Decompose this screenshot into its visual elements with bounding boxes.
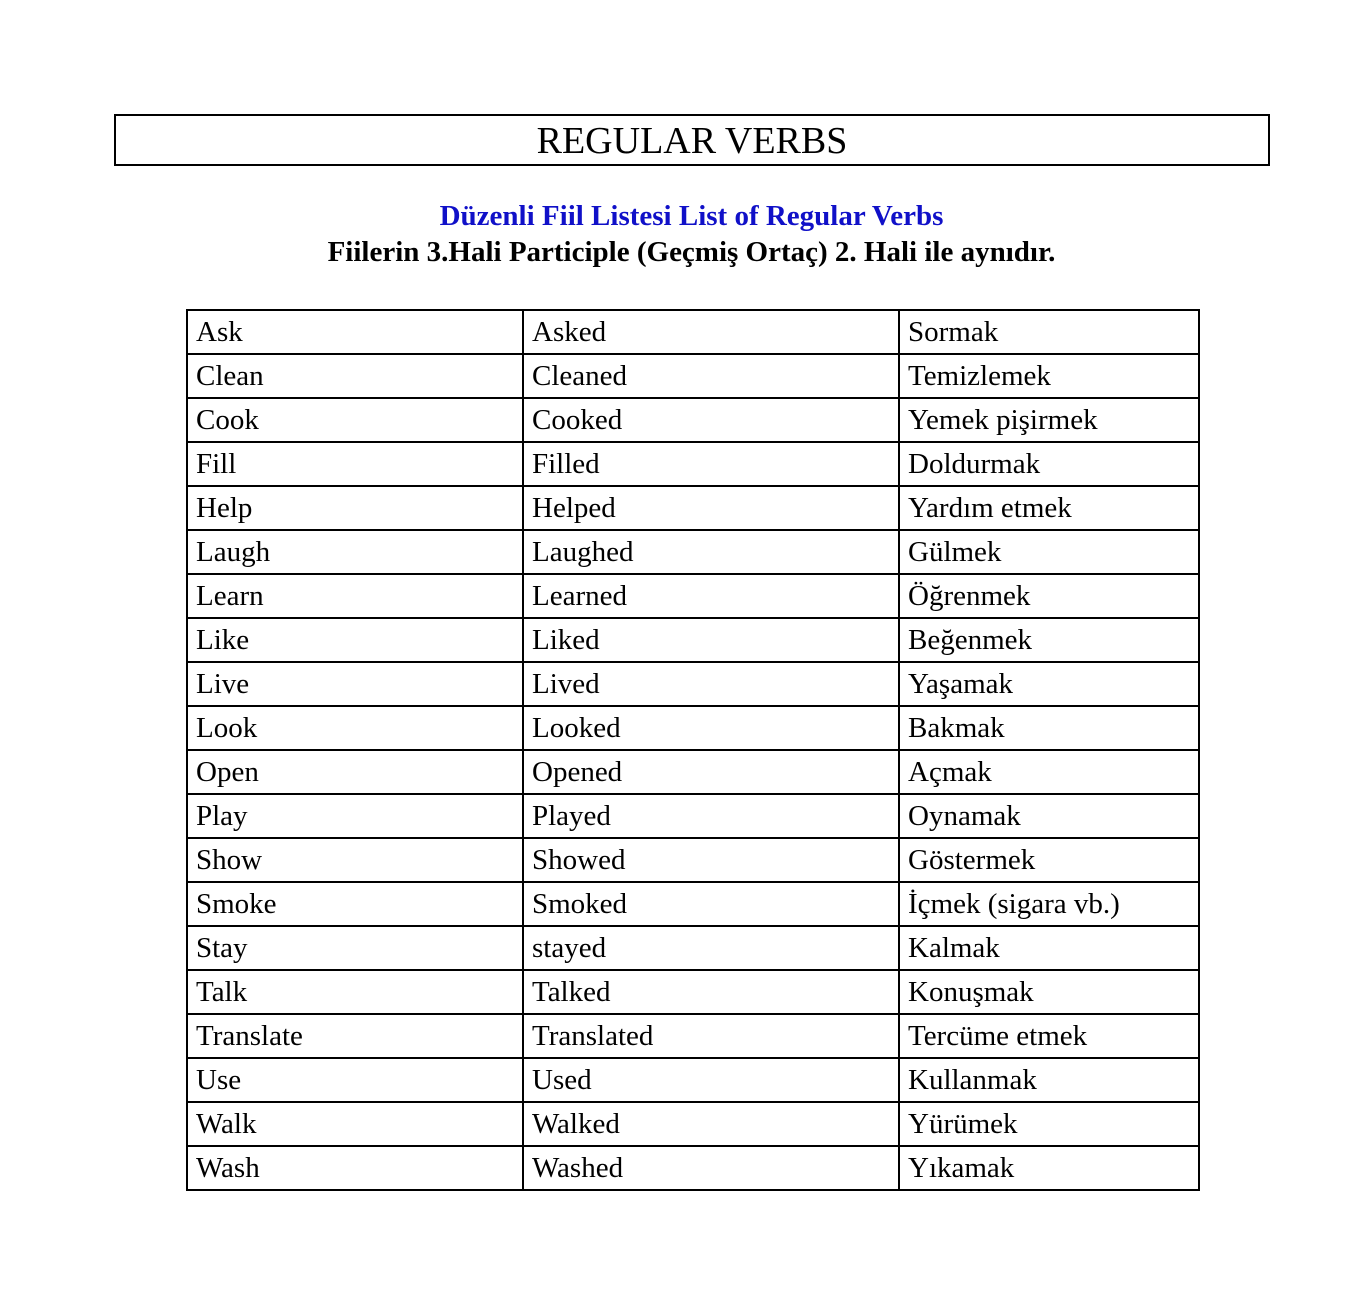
verb-row [187,1058,1199,1102]
verb-row [187,706,1199,750]
cell-base-form: Fill [187,442,523,486]
cell-base-form: Translate [187,1014,523,1058]
verb-row [187,1014,1199,1058]
verb-row [187,926,1199,970]
cell-past-form: Used [523,1058,899,1102]
cell-turkish-meaning: Tercüme etmek [899,1014,1199,1058]
verb-row [187,882,1199,926]
verb-row [187,354,1199,398]
verb-row [187,530,1199,574]
verb-row [187,486,1199,530]
cell-past-form: Opened [523,750,899,794]
verbs-table-body [187,310,1199,1190]
cell-base-form: Laugh [187,530,523,574]
cell-past-form: Liked [523,618,899,662]
cell-base-form: Show [187,838,523,882]
cell-turkish-meaning: Konuşmak [899,970,1199,1014]
cell-turkish-meaning: Bakmak [899,706,1199,750]
cell-turkish-meaning: Gülmek [899,530,1199,574]
verb-row [187,838,1199,882]
cell-turkish-meaning: Beğenmek [899,618,1199,662]
cell-turkish-meaning: Yaşamak [899,662,1199,706]
verb-row [187,970,1199,1014]
cell-base-form: Use [187,1058,523,1102]
cell-past-form: Cooked [523,398,899,442]
page-title: REGULAR VERBS [114,114,1270,166]
subtitle-participle-note: Fiilerin 3.Hali Participle (Geçmiş Ortaç) 2. Hali ile aynıdır. [327,236,1056,268]
cell-base-form: Open [187,750,523,794]
cell-turkish-meaning: Temizlemek [899,354,1199,398]
cell-past-form: Filled [523,442,899,486]
cell-past-form: Talked [523,970,899,1014]
cell-turkish-meaning: Doldurmak [899,442,1199,486]
cell-past-form: Played [523,794,899,838]
verb-row [187,574,1199,618]
verb-row [187,442,1199,486]
cell-base-form: Smoke [187,882,523,926]
cell-past-form: Washed [523,1146,899,1190]
cell-turkish-meaning: Yardım etmek [899,486,1199,530]
cell-past-form: Looked [523,706,899,750]
verb-row [187,618,1199,662]
cell-past-form: Helped [523,486,899,530]
cell-base-form: Learn [187,574,523,618]
cell-base-form: Look [187,706,523,750]
cell-turkish-meaning: Sormak [899,310,1199,354]
cell-past-form: Showed [523,838,899,882]
cell-turkish-meaning: Göstermek [899,838,1199,882]
verb-row [187,750,1199,794]
cell-past-form: Asked [523,310,899,354]
cell-base-form: Wash [187,1146,523,1190]
verb-row [187,662,1199,706]
cell-base-form: Play [187,794,523,838]
cell-base-form: Cook [187,398,523,442]
cell-turkish-meaning: Öğrenmek [899,574,1199,618]
cell-turkish-meaning: Yıkamak [899,1146,1199,1190]
cell-base-form: Talk [187,970,523,1014]
verbs-table [186,309,1200,1191]
cell-turkish-meaning: Yemek pişirmek [899,398,1199,442]
cell-base-form: Stay [187,926,523,970]
cell-turkish-meaning: Kalmak [899,926,1199,970]
cell-turkish-meaning: Açmak [899,750,1199,794]
cell-turkish-meaning: Yürümek [899,1102,1199,1146]
verb-row [187,398,1199,442]
cell-base-form: Live [187,662,523,706]
cell-base-form: Ask [187,310,523,354]
cell-past-form: stayed [523,926,899,970]
cell-past-form: Lived [523,662,899,706]
verb-row [187,1146,1199,1190]
cell-past-form: Walked [523,1102,899,1146]
verb-row [187,1102,1199,1146]
cell-base-form: Walk [187,1102,523,1146]
cell-past-form: Laughed [523,530,899,574]
cell-base-form: Clean [187,354,523,398]
cell-turkish-meaning: Oynamak [899,794,1199,838]
cell-turkish-meaning: İçmek (sigara vb.) [899,882,1199,926]
cell-past-form: Smoked [523,882,899,926]
cell-base-form: Help [187,486,523,530]
verb-row [187,310,1199,354]
cell-past-form: Learned [523,574,899,618]
cell-base-form: Like [187,618,523,662]
verb-row [187,794,1199,838]
cell-past-form: Cleaned [523,354,899,398]
cell-turkish-meaning: Kullanmak [899,1058,1199,1102]
cell-past-form: Translated [523,1014,899,1058]
subtitle-regular-verbs-list: Düzenli Fiil Listesi List of Regular Verbs [439,200,944,232]
